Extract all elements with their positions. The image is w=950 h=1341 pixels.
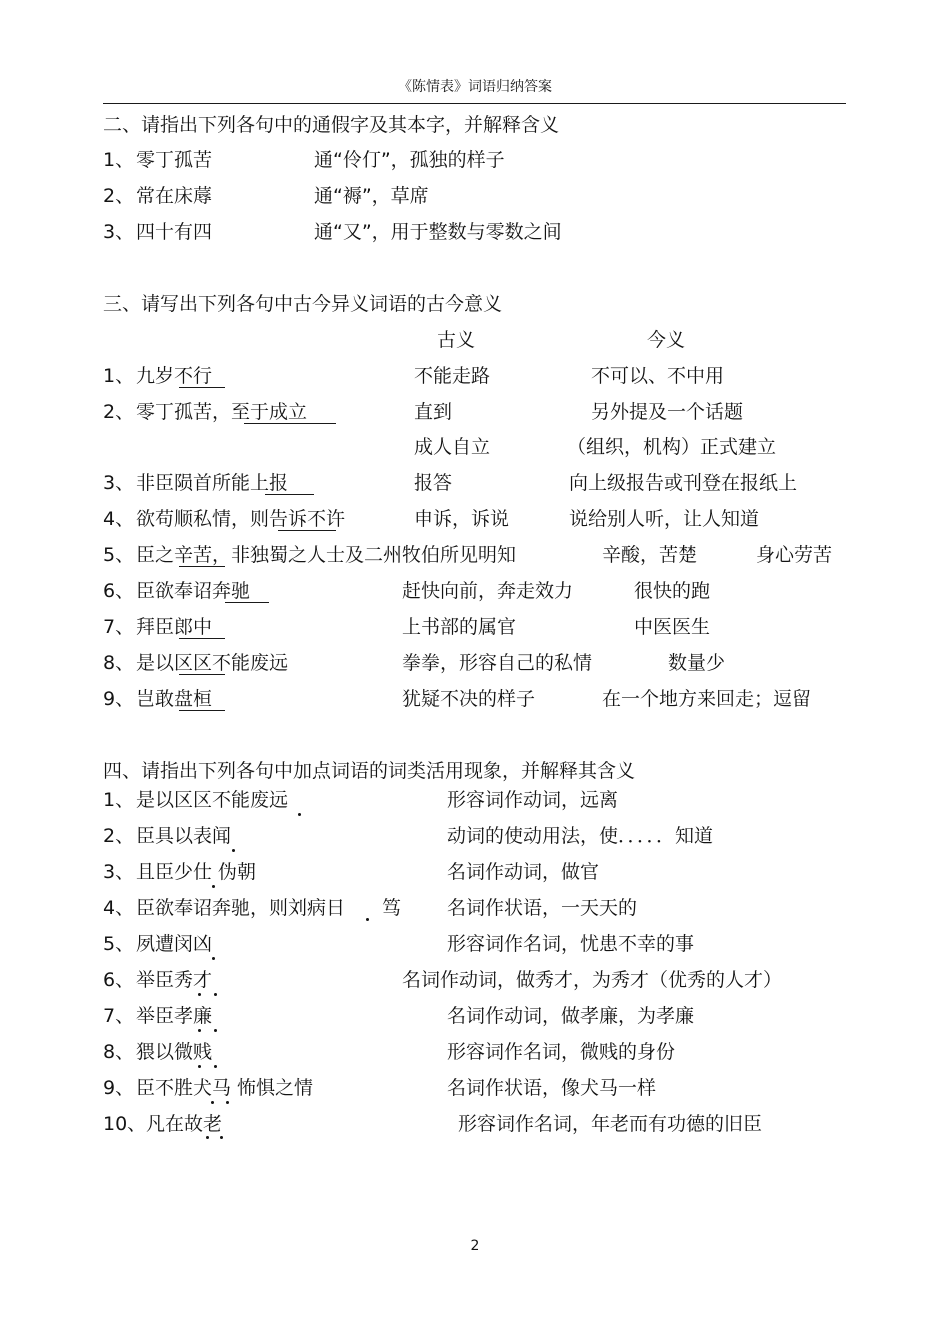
emphasis-dot [220,1136,223,1139]
s2-item-answer: 通“伶仃”，孤独的样子 [314,149,505,171]
s3-item-modern: 另外提及一个话题 [591,401,744,423]
underline-mark [179,638,225,639]
underline-mark [278,530,336,531]
s2-item-number: 2、 [103,185,135,207]
s4-item-phrase: 举臣秀才 [136,969,213,991]
emphasis-dot [214,1029,217,1032]
s3-item-ancient: 申诉，诉说 [414,508,510,530]
s4-item-answer: 名词作动词，做孝廉，为孝廉 [447,1005,695,1027]
s3-item-phrase: 九岁不行 [136,365,213,387]
column-header-modern: 今义 [647,329,686,351]
s3-item-number: 9、 [103,688,135,710]
s3-item-number: 1、 [103,365,135,387]
column-header-ancient: 古义 [437,329,476,351]
s3-item-modern: 很快的跑 [634,580,711,602]
emphasis-dot [226,1101,229,1104]
s3-item-phrase: 拜臣郎中 [136,616,213,638]
emphasis-dot [206,1136,209,1139]
s4-item-answer: 形容词作名词，年老而有功德的旧臣 [458,1113,763,1135]
s3-item-ancient: 赶快向前，奔走效力 [402,580,574,602]
s3-item-ancient: 直到 [414,401,453,423]
s4-item-phrase: 夙遭闵凶 [136,933,213,955]
emphasis-dot [214,1065,217,1068]
s3-item-modern: 在一个地方来回走；逗留 [602,688,812,710]
s2-item-number: 1、 [103,149,135,171]
s4-item-answer: 形容词作动词，远离 [447,789,619,811]
s4-item-answer: 动词的使动用法，使．．．．．知道 [447,825,714,847]
s4-item-number: 5、 [103,933,135,955]
emphasis-dot [198,1029,201,1032]
s2-item-phrase: 常在床蓐 [136,185,213,207]
page-header-title: 《陈情表》词语归纳答案 [398,79,552,95]
s4-item-answer: 名词作动词，做秀才，为秀才（优秀的人才） [402,969,783,991]
s3-item-modern: 不可以、不中用 [591,365,725,387]
emphasis-dot [298,813,301,816]
s3-item-modern: 数量少 [668,652,726,674]
s3-item-ancient: 拳拳，形容自己的私情 [402,652,593,674]
s3-item-modern-second: （组织，机构）正式建立 [567,436,777,458]
underline-mark [179,566,225,567]
s4-item-answer: 名词作状语，一天天的 [447,897,638,919]
s3-item-modern: 向上级报告或刊登在报纸上 [569,472,798,494]
s4-item-answer: 形容词作名词，微贱的身份 [447,1041,676,1063]
s3-item-modern: 中医医生 [634,616,711,638]
s4-item-phrase: 举臣孝廉 [136,1005,213,1027]
s3-item-phrase: 欲苟顺私情，则告诉不许 [136,508,346,530]
s3-item-modern: 身心劳苦 [756,544,833,566]
s2-item-number: 3、 [103,221,135,243]
s4-item-phrase: 臣具以表闻 [136,825,232,847]
section3-heading: 三、请写出下列各句中古今异义词语的古今意义 [103,293,503,315]
s4-item-phrase: 凡在故老 [146,1113,223,1135]
s3-item-number: 4、 [103,508,135,530]
s4-item-phrase: 臣欲奉诏奔驰，则刘病日 [136,897,346,919]
s4-item-phrase: 臣不胜犬马 怖惧之情 [136,1077,314,1099]
s2-item-answer: 通“褥”，草席 [314,185,429,207]
emphasis-dot [198,993,201,996]
underline-mark [179,674,225,675]
emphasis-dot [232,849,235,852]
s4-item-number: 6、 [103,969,135,991]
page-number: 2 [470,1238,480,1254]
s3-item-phrase: 非臣陨首所能上报 [136,472,289,494]
s3-item-number: 3、 [103,472,135,494]
s3-item-ancient: 报答 [414,472,453,494]
underline-mark [225,602,269,603]
s3-item-phrase: 是以区区不能废远 [136,652,289,674]
s3-item-ancient-second: 成人自立 [414,436,491,458]
s3-item-phrase: 臣之辛苦，非独蜀之人士及二州牧伯所见明知 [136,544,517,566]
s4-item-answer: 形容词作名词，忧患不幸的事 [447,933,695,955]
s3-item-number: 7、 [103,616,135,638]
emphasis-dot [214,993,217,996]
s4-item-phrase: 是以区区不能废远 [136,789,289,811]
s4-item-number: 4、 [103,897,135,919]
s4-item-number: 9、 [103,1077,135,1099]
emphasis-dot [366,918,369,921]
underline-mark [179,387,225,388]
s2-item-phrase: 四十有四 [136,221,213,243]
s3-item-number: 5、 [103,544,135,566]
s3-item-ancient: 犹疑不决的样子 [402,688,536,710]
emphasis-dot [212,957,215,960]
s3-item-phrase: 岂敢盘桓 [136,688,213,710]
s4-item-phrase-tail: 笃 [382,897,402,919]
s3-item-modern: 说给别人听，让人知道 [569,508,760,530]
s4-item-answer: 名词作状语，像犬马一样 [447,1077,657,1099]
section2-heading: 二、请指出下列各句中的通假字及其本字，并解释含义 [103,114,560,136]
s3-item-phrase: 零丁孤苦，至于成立 [136,401,308,423]
s4-item-number: 3、 [103,861,135,883]
s3-item-ancient: 上书部的属官 [402,616,517,638]
s4-item-answer: 名词作动词，做官 [447,861,600,883]
emphasis-dot [212,885,215,888]
s2-item-phrase: 零丁孤苦 [136,149,213,171]
underline-mark [179,710,225,711]
s3-item-ancient: 辛酸，苦楚 [602,544,698,566]
s4-item-number: 2、 [103,825,135,847]
s2-item-answer: 通“又”，用于整数与零数之间 [314,221,562,243]
s3-item-ancient: 不能走路 [414,365,491,387]
s4-item-phrase: 且臣少仕 伪朝 [136,861,257,883]
s4-item-number: 1、 [103,789,135,811]
s4-item-number: 10、 [103,1113,147,1135]
s3-item-phrase: 臣欲奉诏奔驰 [136,580,251,602]
s4-item-number: 7、 [103,1005,135,1027]
emphasis-dot [211,1101,214,1104]
section4-heading: 四、请指出下列各句中加点词语的词类活用现象，并解释其含义 [103,760,636,782]
s4-item-phrase: 猥以微贱 [136,1041,213,1063]
underline-mark [265,494,314,495]
s3-item-number: 6、 [103,580,135,602]
s4-item-number: 8、 [103,1041,135,1063]
header-rule [103,103,846,104]
underline-mark [244,423,336,424]
s3-item-number: 2、 [103,401,135,423]
emphasis-dot [198,1065,201,1068]
s3-item-number: 8、 [103,652,135,674]
